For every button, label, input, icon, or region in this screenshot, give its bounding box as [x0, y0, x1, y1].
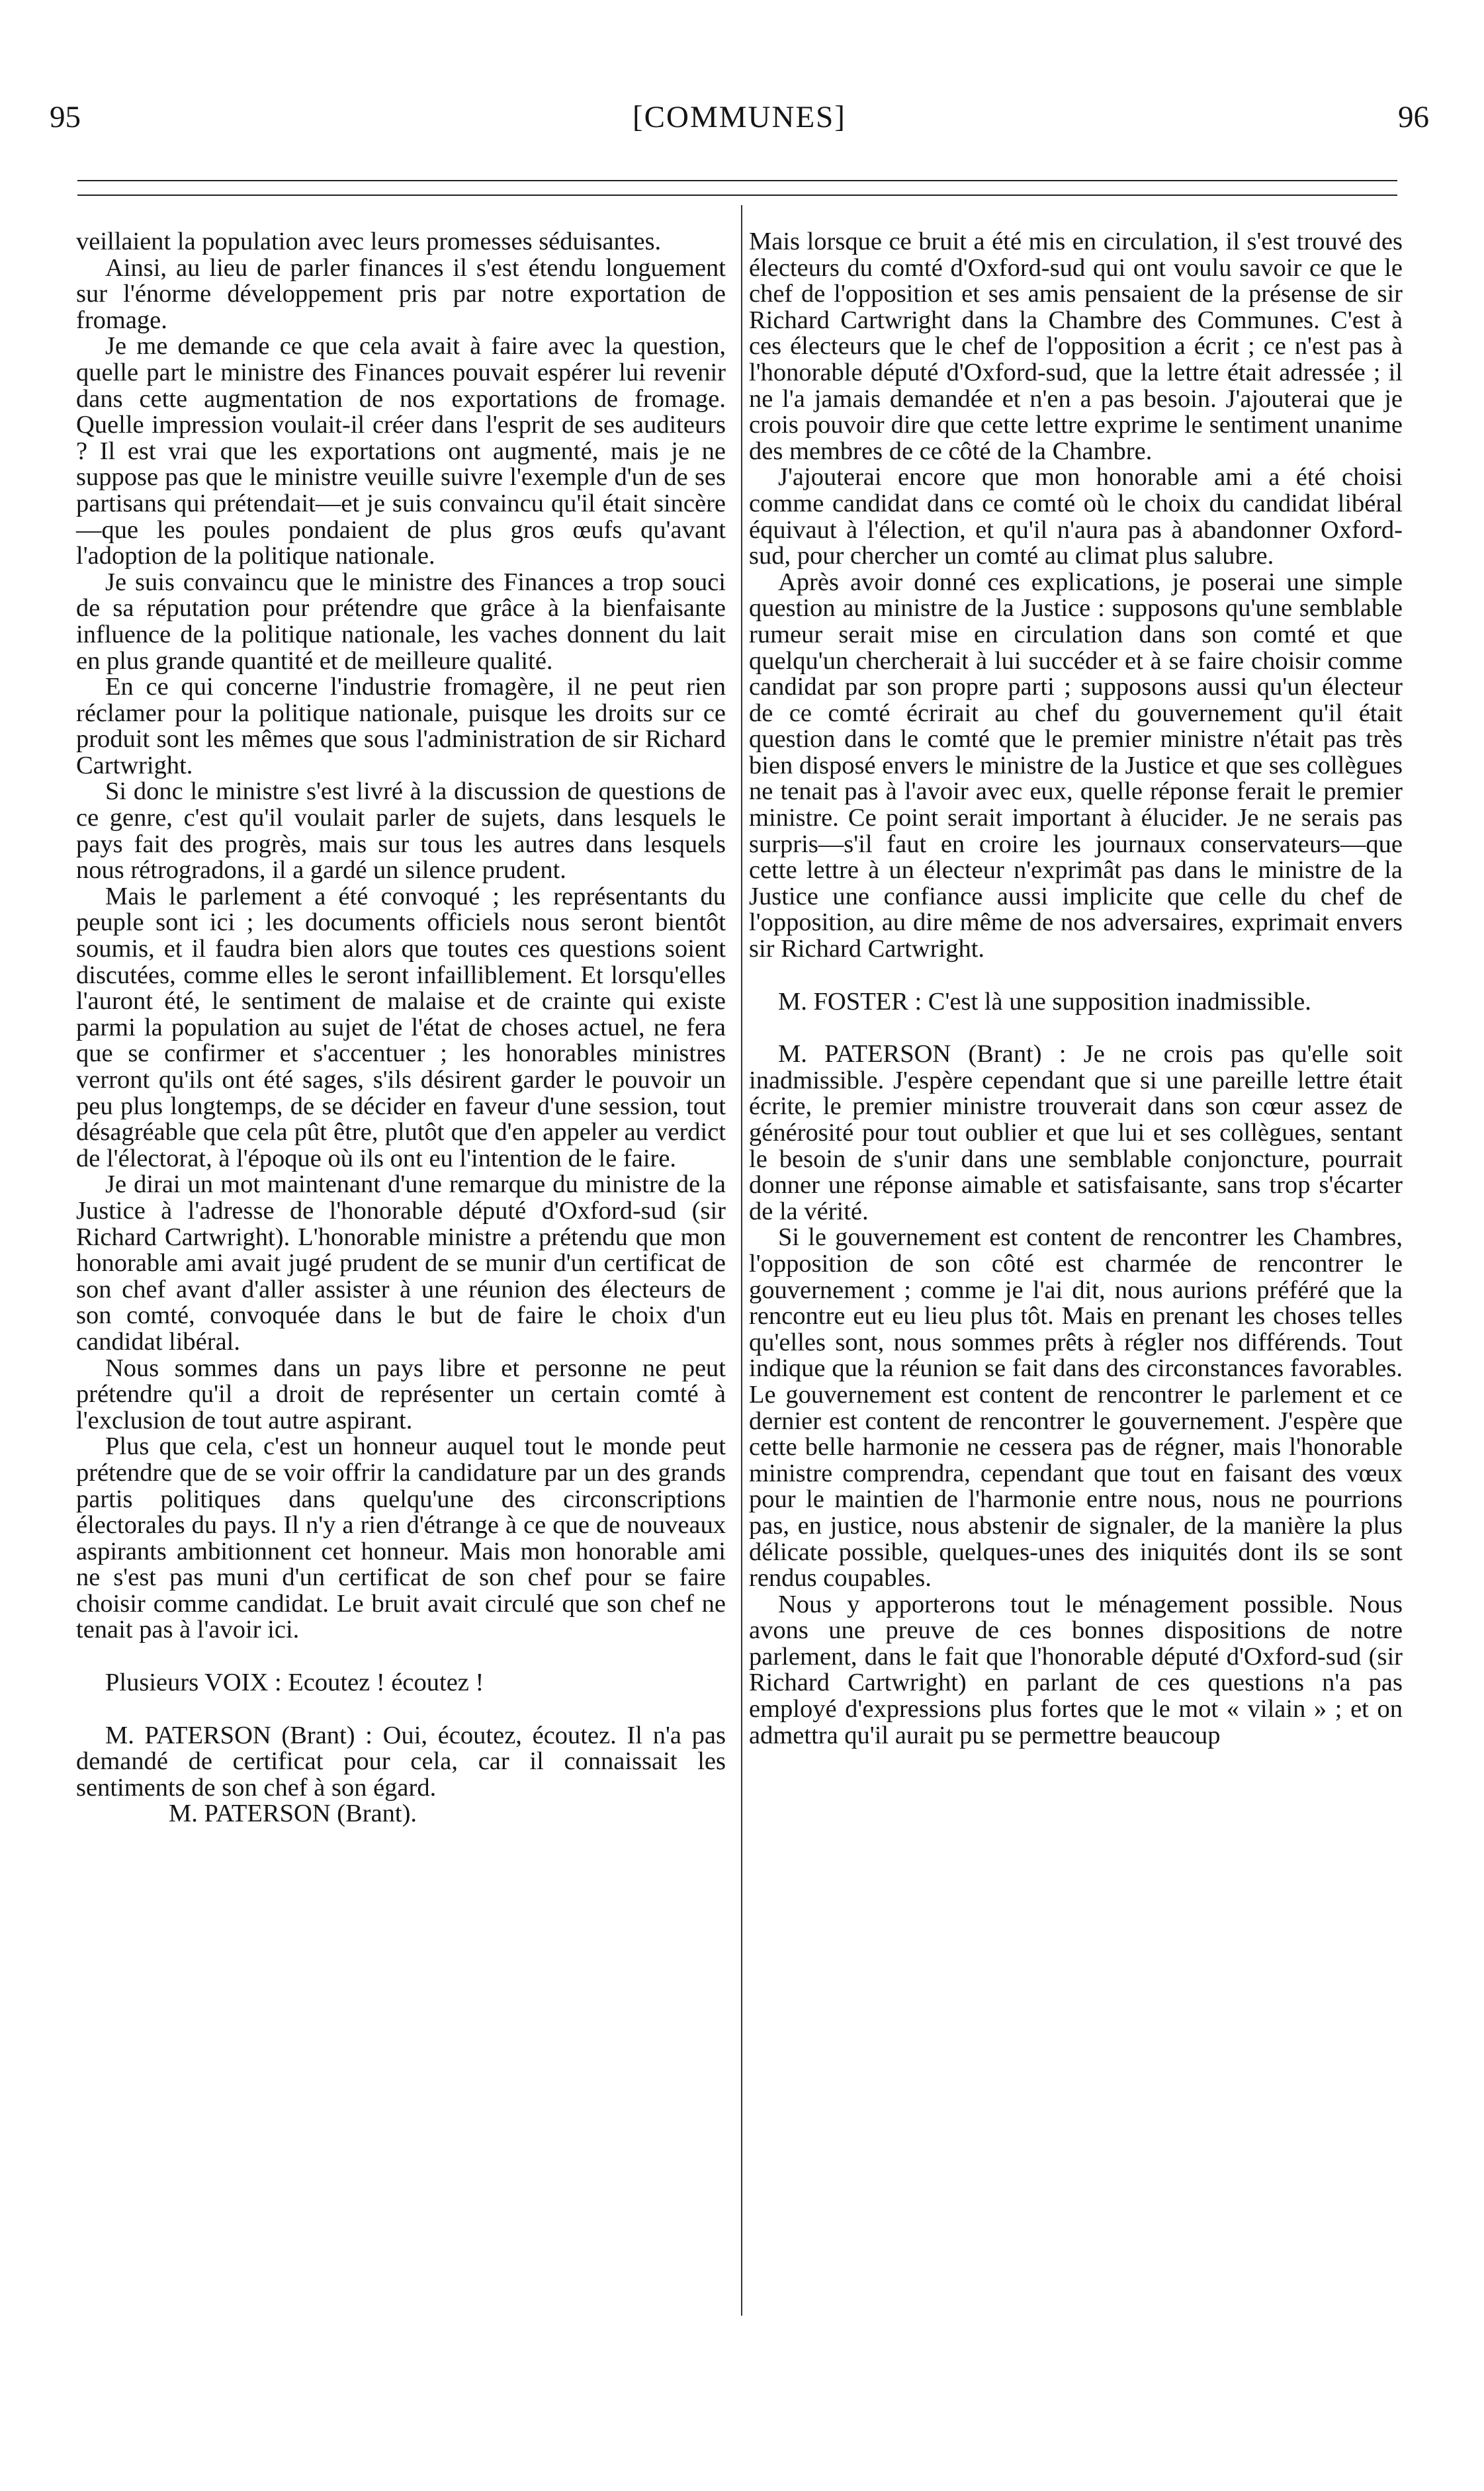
- paragraph: Nous sommes dans un pays libre et personne ne peut prétendre qu'il a droit de représenter un certain comté à l'exclusion de tout autre aspirant.: [76, 1354, 726, 1434]
- speaker-signature: M. PATERSON (Brant).: [169, 1800, 417, 1828]
- paragraph: Si donc le ministre s'est livré à la discussion de questions de ce genre, c'est qu'il voulait parler de sujets, dans lesquels le pays fait des progrès, mais sur tous les autres dans lesquels nous rétrogradons, il a gardé un silence prudent.: [76, 777, 726, 885]
- paragraph: Ainsi, au lieu de parler finances il s'est étendu longuement sur l'énorme développement pris par notre exportation de fromage.: [76, 253, 726, 334]
- page-number-right: 96: [1398, 100, 1429, 134]
- page-number-left: 95: [50, 100, 81, 134]
- paragraph: En ce qui concerne l'industrie fromagère, il ne peut rien réclamer pour la politique nationale, puisque les droits sur ce produit sont les mêmes que sous l'administration de sir Richard Cartwright.: [76, 673, 726, 779]
- paragraph: Je suis convaincu que le ministre des Finances a trop souci de sa réputation pour prétendre que grâce à la bienfaisante influence de la politique nationale, les vaches donnent du lait en plus grande quantité et de meilleure qualité.: [76, 568, 726, 675]
- paragraph: J'ajouterai encore que mon honorable ami a été choisi comme candidat dans ce comté où le choix du candidat libéral équivaut à l'élection, et qu'il n'aura pas à abandonner Oxford-sud, pour chercher un comté au climat plus salubre.: [749, 463, 1403, 570]
- speaker-paragraph: M. FOSTER : C'est là une supposition inadmissible.: [778, 987, 1311, 1016]
- paragraph: Je me demande ce que cela avait à faire avec la question, quelle part le ministre des Finances pouvait espérer lui revenir dans cette augmentation de nos exportations de fromage. Quelle impression voulait-il créer dans l'esprit de ses auditeurs ? Il est vrai que les exportations ont augmenté, mais je ne suppose pas que le ministre veuille suivre l'exemple d'un de ses partisans qui prétendait—et je suis convaincu qu'il était sincère —que les poules pondaient de plus gros œufs qu'avant l'adoption de la politique nationale.: [76, 332, 726, 570]
- header-rule-top: [77, 180, 1397, 181]
- running-head: [COMMUNES]: [633, 100, 846, 134]
- speaker-paragraph: M. PATERSON (Brant) : Oui, écoutez, écoutez. Il n'a pas demandé de certificat pour cela, car il connaissait les sentiments de son chef à son égard.: [76, 1721, 726, 1802]
- speaker-paragraph: M. PATERSON (Brant) : Je ne crois pas qu'elle soit inadmissible. J'espère cependant que si une pareille lettre était écrite, le premier ministre trouverait dans son cœur assez de générosité pour tout oublier et que lui et ses collègues, sentant le besoin de s'unir dans une semblable conjoncture, pourrait donner une réponse aimable et satisfaisante, sans trop s'écarter de la vérité.: [749, 1040, 1403, 1225]
- right-column: [749, 229, 1403, 1749]
- paragraph: Je dirai un mot maintenant d'une remarque du ministre de la Justice à l'adresse de l'honorable député d'Oxford-sud (sir Richard Cartwright). L'honorable ministre a prétendu que mon honorable ami avait jugé prudent de se munir d'un certificat de son chef avant d'aller assister à une réunion des électeurs de son comté, convoquée dans le but de faire le choix d'un candidat libéral.: [76, 1170, 726, 1356]
- header-rule-bottom: [77, 195, 1397, 196]
- column-divider: [741, 205, 742, 2316]
- left-column: [76, 229, 726, 1827]
- paragraph: Si le gouvernement est content de rencontrer les Chambres, l'opposition de son côté est charmée de rencontrer le gouvernement ; comme je l'ai dit, nous aurions préféré que la rencontre eut eu lieu plus tôt. Mais en prenant les choses telles qu'elles sont, nous sommes prêts à régler nos différends. Tout indique que la réunion se fait dans des circonstances favorables. Le gouvernement est content de rencontrer le parlement et ce dernier est content de rencontrer le gouvernement. J'espère que cette belle harmonie ne cessera pas de régner, mais l'honorable ministre comprendra, cependant que tout en faisant des vœux pour le maintien de l'harmonie entre nous, nous ne pourrions pas, en justice, nous abstenir de signaler, de la manière la plus délicate possible, quelques-unes des iniquités dont ils se sont rendus coupables.: [749, 1223, 1403, 1593]
- speaker-interjection: Plusieurs VOIX : Ecoutez ! écoutez !: [105, 1669, 484, 1697]
- paragraph: Après avoir donné ces explications, je poserai une simple question au ministre de la Justice : supposons qu'une semblable rumeur serait mise en circulation dans son comté et que quelqu'un chercherait à lui succéder et à se faire choisir comme candidat par son propre parti ; supposons aussi qu'un électeur de ce comté écrirait au chef du gouvernement qu'il était question dans le comté que le premier ministre n'était pas très bien disposé envers le ministre de la Justice et que ses collègues ne tenait pas à l'avoir avec eux, quelle réponse ferait le premier ministre. Ce point serait important à élucider. Je ne serais pas surpris—s'il faut en croire les journaux conservateurs—que cette lettre à un électeur n'exprimât pas dans le ministre de la Justice une confiance aussi implicite que celle du chef de l'opposition, au dire même de nos adversaires, exprimait envers sir Richard Cartwright.: [749, 568, 1403, 963]
- paragraph: veillaient la population avec leurs promesses séduisantes.: [76, 228, 662, 255]
- paragraph: Nous y apporterons tout le ménagement possible. Nous avons une preuve de ces bonnes dispositions de notre parlement, dans le fait que l'honorable député d'Oxford-sud (sir Richard Cartwright) en parlant de ces questions n'a pas employé d'expressions plus fortes que le mot « vilain » ; et on admettra qu'il aurait pu se permettre beaucoup: [749, 1590, 1403, 1749]
- paragraph: Mais le parlement a été convoqué ; les représentants du peuple sont ici ; les documents officiels nous seront bientôt soumis, et il faudra bien alors que toutes ces questions soient discutées, comme elles le seront infailliblement. Et lorsqu'elles l'auront été, le sentiment de malaise et de crainte qui existe parmi la population au sujet de l'état de choses actuel, ne fera que se confirmer et s'accentuer ; les honorables ministres verront qu'ils ont été sages, s'ils désirent garder le pouvoir un peu plus longtemps, de se décider en faveur d'une session, tout désagréable que cela pût être, plutôt que d'en appeler au verdict de l'électorat, à l'époque où ils ont eu l'intention de le faire.: [76, 882, 726, 1172]
- paragraph: Plus que cela, c'est un honneur auquel tout le monde peut prétendre que de se voir offrir la candidature par un des grands partis politiques dans quelqu'une des circonscriptions électorales du pays. Il n'y a rien d'étrange à ce que de nouveaux aspirants ambitionnent cet honneur. Mais mon honorable ami ne s'est pas muni d'un certificat de son chef pour se faire choisir comme candidat. Le bruit avait circulé que son chef ne tenait pas à l'avoir ici.: [76, 1432, 726, 1644]
- page-header: [50, 99, 1429, 146]
- paragraph: Mais lorsque ce bruit a été mis en circulation, il s'est trouvé des électeurs du comté d'Oxford-sud qui ont voulu savoir ce que le chef de l'opposition et ses amis pensaient de la présense de sir Richard Cartwright dans la Chambre des Communes. C'est à ces électeurs que le chef de l'opposition a écrit ; ce n'est pas à l'honorable député d'Oxford-sud, que la lettre était adressée ; il ne l'a jamais demandée et n'en a pas besoin. J'ajouterai que je crois pouvoir dire que cette lettre exprime le sentiment unanime des membres de ce côté de la Chambre.: [749, 228, 1403, 465]
